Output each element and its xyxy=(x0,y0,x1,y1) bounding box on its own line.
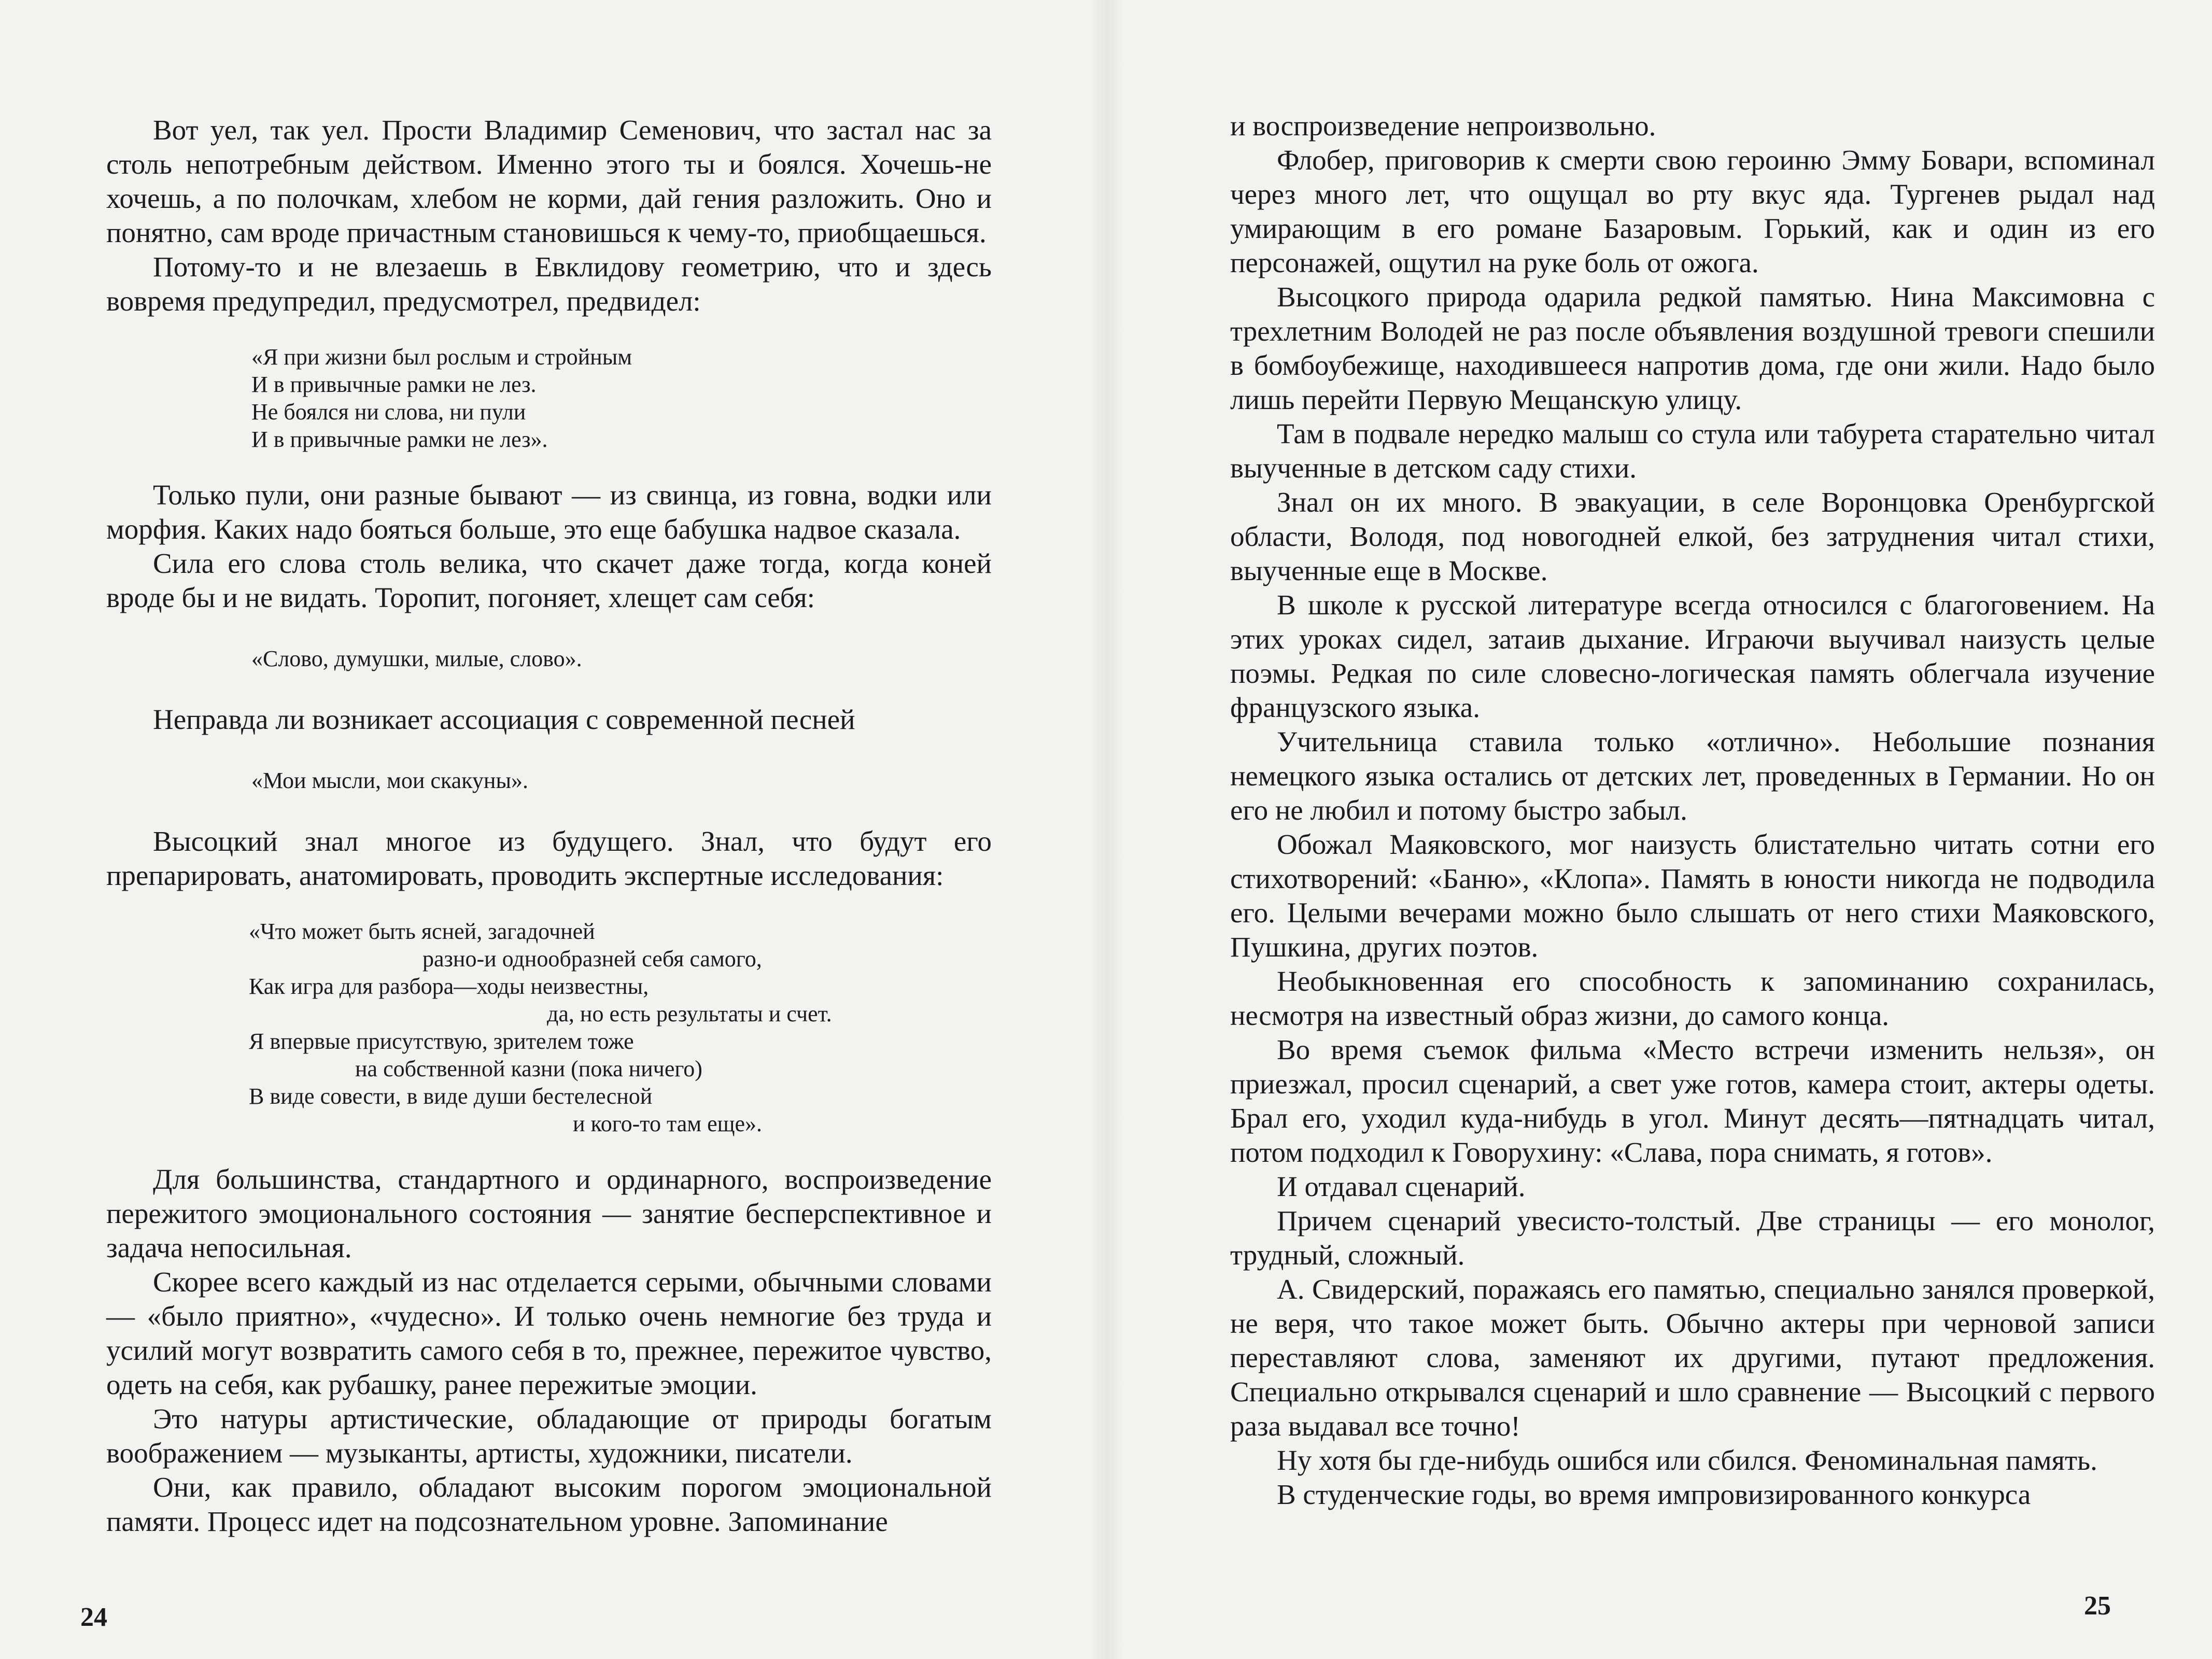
verse-line: на собственной казни (пока ничего) xyxy=(355,1056,702,1081)
paragraph: Вот уел, так уел. Прости Владимир Семенович, что застал нас за столь непотребным действом. Именно этого ты и боялся. Хочешь-не хочешь, а по полочкам, хлебом не корми, дай гения разложить. Оно и понятно, сам вроде причастным становишься к чему-то, приобщаешься. xyxy=(106,114,992,248)
paragraph: Высоцкого природа одарила редкой памятью. Нина Максимовна с трехлетним Володей не раз после объявления воздушной тревоги спешили в бомбоубежище, находившееся напротив дома, где они жили. Надо было лишь перейти Первую Мещанскую улицу. xyxy=(1230,281,2155,415)
verse-line: Я впервые присутствую, зрителем тоже xyxy=(249,1029,634,1054)
paragraph: Ну хотя бы где-нибудь ошибся или сбился. Феноминальная память. xyxy=(1277,1444,2097,1476)
verse-line: И в привычные рамки не лез». xyxy=(251,427,548,452)
paragraph: Флобер, приговорив к смерти свою героиню Эмму Бовари, вспоминал через много лет, что ощущал во рту вкус яда. Тургенев рыдал над умирающим в его романе Базаровым. Горький, как и один из его персонажей, ощутил на руке боль от ожога. xyxy=(1230,144,2155,278)
paragraph: Знал он их много. В эвакуации, в селе Воронцовка Оренбургской области, Володя, под новогодней елкой, без затруднения читал стихи, выученные еще в Москве. xyxy=(1230,486,2155,586)
verse-quote xyxy=(106,343,992,453)
verse-line: И в привычные рамки не лез. xyxy=(251,372,537,397)
paragraph: Они, как правило, обладают высоким порогом эмоциональной памяти. Процесс идет на подсознательном уровне. Запоминание xyxy=(106,1471,992,1537)
paragraph: Во время съемок фильма «Место встречи изменить нельзя», он приезжал, просил сценарий, а свет уже готов, камера стоит, актеры одеты. Брал его, уходил куда-нибудь в угол. Минут десять—пятнадцать читал, потом подходил к Говорухину: «Слава, пора снимать, я готов». xyxy=(1230,1034,2155,1168)
paragraph: А. Свидерский, поражаясь его памятью, специально занялся проверкой, не веря, что такое может быть. Обычно актеры при черновой записи переставляют слова, заменяют их другими, путают предложения. Специально открывался сценарий и шло сравнение — Высоцкий с первого раза выдавал все точно! xyxy=(1230,1273,2155,1442)
verse-line: разно-и однообразней себя самого, xyxy=(422,946,762,972)
paragraph: и воспроизведение непроизвольно. xyxy=(1230,110,1656,142)
paragraph: Высоцкий знал многое из будущего. Знал, что будут его препарировать, анатомировать, проводить экспертные исследования: xyxy=(106,825,992,891)
paragraph: Только пули, они разные бывают — из свинца, из говна, водки или морфия. Каких надо бояться больше, это еще бабушка надвое сказала. xyxy=(106,479,992,545)
verse-line: и кого-то там еще». xyxy=(573,1111,763,1136)
verse-quote: «Мои мысли, мои скакуны». xyxy=(251,768,529,793)
page-number: 25 xyxy=(2084,1591,2111,1621)
verse-quote xyxy=(106,918,992,1137)
paragraph: Обожал Маяковского, мог наизусть блистательно читать сотни его стихотворений: «Баню», «Клопа». Память в юности никогда не подводила его. Целыми вечерами можно было слышать от него стихи Маяковского, Пушкина, других поэтов. xyxy=(1230,828,2155,963)
paragraph: В студенческие годы, во время импровизированного конкурса xyxy=(1277,1479,2031,1510)
verse-line: В виде совести, в виде души бестелесной xyxy=(249,1084,653,1109)
verse-line: «Я при жизни был рослым и стройным xyxy=(251,344,632,370)
paragraph: Сила его слова столь велика, что скачет даже тогда, когда коней вроде бы и не видать. Торопит, погоняет, хлещет сам себя: xyxy=(106,547,992,613)
page-number: 24 xyxy=(80,1602,107,1632)
verse-line: Как игра для разбора—ходы неизвестны, xyxy=(249,974,649,999)
verse-line: да, но есть результаты и счет. xyxy=(547,1001,832,1027)
paragraph: И отдавал сценарий. xyxy=(1277,1171,1526,1202)
verse-line: «Что может быть ясней, загадочней xyxy=(249,919,595,944)
paragraph: Учительница ставила только «отлично». Небольшие познания немецкого языка остались от детских лет, проведенных в Германии. Но он его не любил и потому быстро забыл. xyxy=(1230,726,2155,826)
paragraph: Скорее всего каждый из нас отделается серыми, обычными словами — «было приятно», «чудесно». И только очень немногие без труда и усилий могут возвратить самого себя в то, прежнее, пережитое чувство, одеть на себя, как рубашку, ранее пережитые эмоции. xyxy=(106,1266,992,1400)
paragraph: Потому-то и не влезаешь в Евклидову геометрию, что и здесь вовремя предупредил, предусмотрел, предвидел: xyxy=(106,251,992,317)
verse-quote: «Слово, думушки, милые, слово». xyxy=(251,646,582,671)
page-right xyxy=(1106,0,2212,1659)
paragraph: Неправда ли возникает ассоциация с современной песней xyxy=(153,704,855,735)
paragraph: Необыкновенная его способность к запоминанию сохранилась, несмотря на известный образ жизни, до самого конца. xyxy=(1230,965,2155,1031)
paragraph: Для большинства, стандартного и ординарного, воспроизведение пережитого эмоционального состояния — занятие бесперспективное и задача непосильная. xyxy=(106,1163,992,1263)
paragraph: Причем сценарий увесисто-толстый. Две страницы — его монолог, трудный, сложный. xyxy=(1230,1205,2155,1271)
paragraph: В школе к русской литературе всегда относился с благоговением. На этих уроках сидел, затаив дыхание. Играючи выучивал наизусть целые поэмы. Редкая по силе словесно-логическая память облегчала изучение французского языка. xyxy=(1230,589,2155,723)
verse-line: Не боялся ни слова, ни пули xyxy=(251,399,526,425)
paragraph: Это натуры артистические, обладающие от природы богатым воображением — музыканты, артисты, художники, писатели. xyxy=(106,1403,992,1469)
paragraph: Там в подвале нередко малыш со стула или табурета старательно читал выученные в детском саду стихи. xyxy=(1230,418,2155,484)
